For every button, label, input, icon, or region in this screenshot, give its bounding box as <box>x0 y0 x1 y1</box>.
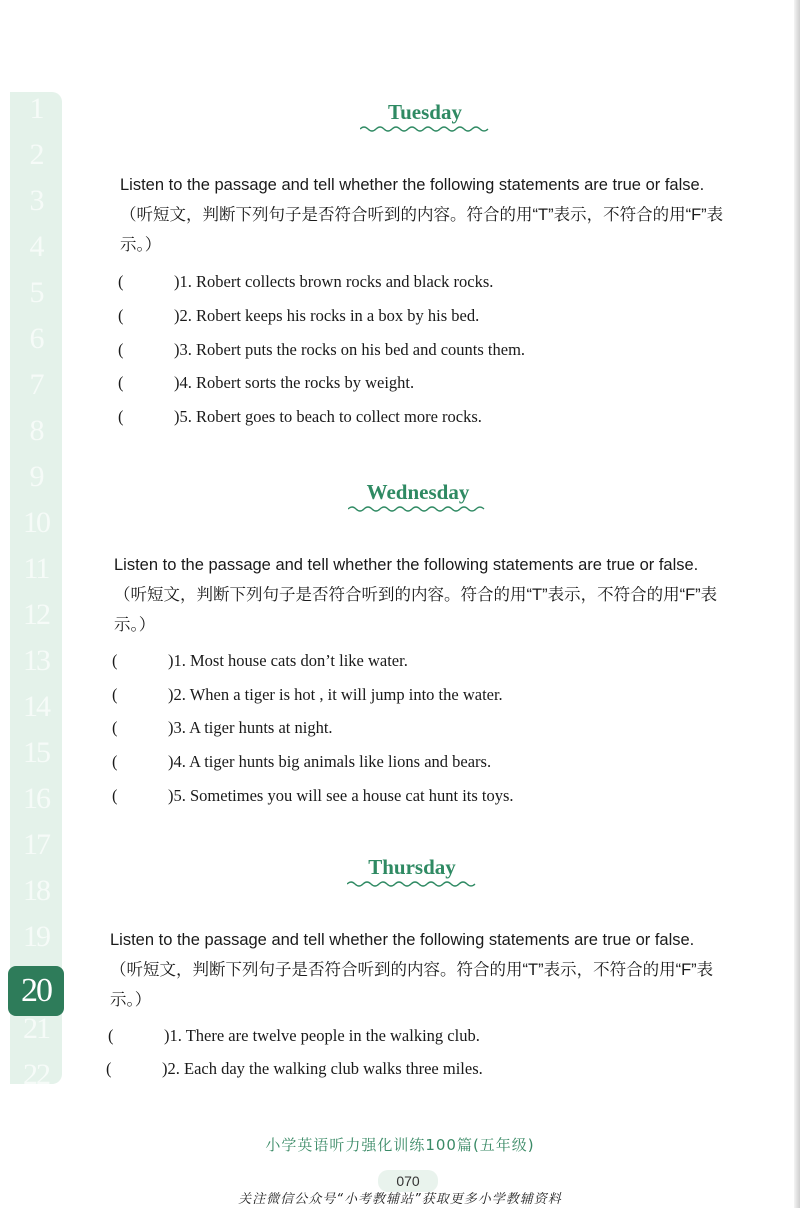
statement-row <box>118 306 479 326</box>
instruction-tuesday <box>120 170 735 260</box>
open-paren: ( <box>112 651 118 670</box>
statement-row <box>112 651 408 671</box>
open-paren: ( <box>118 306 124 325</box>
statement-row <box>112 718 333 738</box>
side-index-number: 3 <box>29 184 43 217</box>
side-index-number: 7 <box>29 368 43 401</box>
statement-row <box>108 1026 480 1046</box>
side-index-number: 15 <box>23 736 49 769</box>
close-paren: ) <box>174 306 180 325</box>
statement-text: 1. Most house cats don’t like water. <box>173 651 408 670</box>
close-paren: ) <box>164 1026 170 1045</box>
close-paren: ) <box>162 1059 168 1078</box>
instruction-english: Listen to the passage and tell whether the following statements are true or false. <box>120 176 705 194</box>
side-index-number: 16 <box>23 782 49 815</box>
side-index-number: 6 <box>29 322 43 355</box>
close-paren: ) <box>168 786 174 805</box>
side-index-number: 18 <box>23 874 49 907</box>
open-paren: ( <box>112 685 118 704</box>
statement-text: 4. Robert sorts the rocks by weight. <box>179 373 415 392</box>
statement-text: 5. Sometimes you will see a house cat hunt its toys. <box>173 786 514 805</box>
statement-row <box>112 752 491 772</box>
instruction-wednesday <box>114 550 729 640</box>
side-index-number: 9 <box>29 460 43 493</box>
open-paren: ( <box>108 1026 114 1045</box>
close-paren: ) <box>174 340 180 359</box>
section-title-thursday <box>312 855 512 888</box>
statement-row <box>112 786 514 806</box>
close-paren: ) <box>168 752 174 771</box>
statement-text: 1. There are twelve people in the walking club. <box>169 1026 480 1045</box>
open-paren: ( <box>118 340 124 359</box>
side-index-number: 5 <box>29 276 43 309</box>
close-paren: ) <box>168 718 174 737</box>
instruction-chinese: （听短文，判断下列句子是否符合听到的内容。符合的用“T”表示，不符合的用“F”表示。） <box>110 961 714 1009</box>
open-paren: ( <box>106 1059 112 1078</box>
wavy-underline-icon <box>347 880 477 888</box>
page-edge-shadow <box>794 0 800 1208</box>
side-index-number: 1 <box>29 92 43 125</box>
open-paren: ( <box>112 786 118 805</box>
side-index-number: 2 <box>29 138 43 171</box>
close-paren: ) <box>174 272 180 291</box>
statement-text: 4. A tiger hunts big animals like lions and bears. <box>173 752 492 771</box>
open-paren: ( <box>118 407 124 426</box>
open-paren: ( <box>112 752 118 771</box>
open-paren: ( <box>112 718 118 737</box>
instruction-chinese: （听短文，判断下列句子是否符合听到的内容。符合的用“T”表示，不符合的用“F”表示。） <box>120 206 724 254</box>
section-title-tuesday <box>325 100 525 133</box>
day-label: Tuesday <box>388 100 462 124</box>
side-index-number: 13 <box>23 644 49 677</box>
side-index-number: 17 <box>23 828 49 861</box>
side-index-number: 10 <box>23 506 49 539</box>
close-paren: ) <box>168 651 174 670</box>
promo-note: 关注微信公众号“小考教辅站”获取更多小学教辅资料 <box>238 1192 562 1207</box>
open-paren: ( <box>118 373 124 392</box>
side-index-number: 19 <box>23 920 49 953</box>
side-index-number: 11 <box>23 552 49 585</box>
side-index-number: 14 <box>23 690 49 723</box>
statement-text: 2. Robert keeps his rocks in a box by his bed. <box>179 306 480 325</box>
statement-text: 5. Robert goes to beach to collect more rocks. <box>179 407 482 426</box>
statement-text: 1. Robert collects brown rocks and black rocks. <box>179 272 494 291</box>
close-paren: ) <box>174 373 180 392</box>
statement-text: 3. Robert puts the rocks on his bed and counts them. <box>179 340 526 359</box>
statement-text: 2. When a tiger is hot , it will jump into the water. <box>173 685 503 704</box>
statement-row <box>118 272 493 292</box>
instruction-english: Listen to the passage and tell whether the following statements are true or false. <box>114 556 699 574</box>
close-paren: ) <box>174 407 180 426</box>
day-label: Thursday <box>368 855 456 879</box>
instruction-thursday <box>110 925 725 1015</box>
page-number: 070 <box>378 1170 438 1192</box>
side-index-number: 8 <box>29 414 43 447</box>
statement-row <box>118 340 525 360</box>
statement-text: 2. Each day the walking club walks three miles. <box>167 1059 483 1078</box>
book-title: 小学英语听力强化训练100篇(五年级) <box>265 1136 535 1154</box>
wavy-underline-icon <box>360 125 490 133</box>
side-index-number: 21 <box>23 1012 49 1045</box>
side-index-number: 22 <box>23 1058 49 1091</box>
side-index-number: 20 <box>8 966 64 1016</box>
instruction-english: Listen to the passage and tell whether the following statements are true or false. <box>110 931 695 949</box>
statement-row <box>106 1059 483 1079</box>
day-label: Wednesday <box>366 480 470 504</box>
statement-row <box>112 685 503 705</box>
open-paren: ( <box>118 272 124 291</box>
close-paren: ) <box>168 685 174 704</box>
statement-row <box>118 407 482 427</box>
statement-text: 3. A tiger hunts at night. <box>173 718 333 737</box>
section-title-wednesday <box>318 480 518 513</box>
side-index-tabs <box>10 92 62 1091</box>
statement-row <box>118 373 414 393</box>
wavy-underline-icon <box>348 505 488 513</box>
side-index-number: 12 <box>23 598 49 631</box>
instruction-chinese: （听短文，判断下列句子是否符合听到的内容。符合的用“T”表示，不符合的用“F”表示。） <box>114 586 718 634</box>
side-index-number: 4 <box>29 230 43 263</box>
